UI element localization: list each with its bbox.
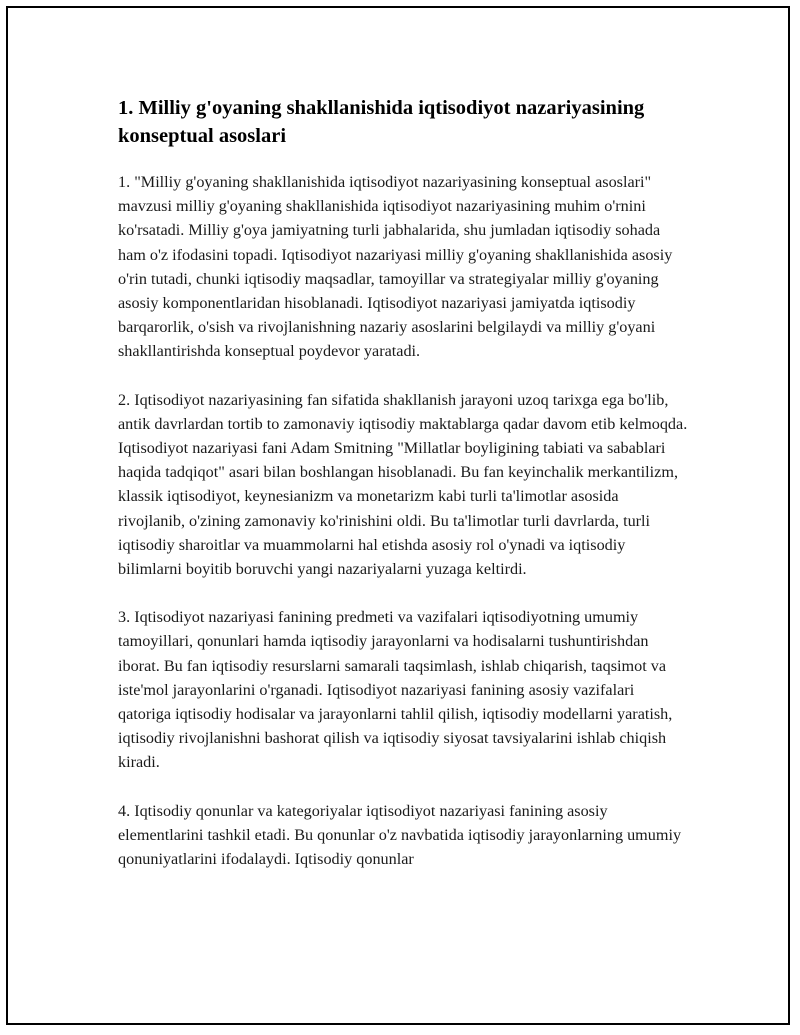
paragraph-2: 2. Iqtisodiyot nazariyasining fan sifatida shakllanish jarayoni uzoq tarixga ega bo'lib, antik davrlardan tortib to zamonaviy iqtisodiy maktablarga qadar davom etib kelmoqda. Iqtisodiyot nazariyasi fani Adam Smitning "Millatlar boyligining tabiati va sabablari haqida tadqiqot" asari bilan boshlangan hisoblanadi. Bu fan keyinchalik merkantilizm, klassik iqtisodiyot, keynesianizm va monetarizm kabi turli ta'limotlar asosida rivojlanib, o'zining zamonaviy ko'rinishini oldi. Bu ta'limotlar turli davrlarda, turli iqtisodiy sharoitlar va muammolarni hal etishda asosiy rol o'ynadi va iqtisodiy bilimlarni boyitib boruvchi yangi nazariyalarni yuzaga keltirdi. — [118, 390, 688, 579]
section-heading: 1. Milliy g'oyaning shakllanishida iqtisodiyot nazariyasining konseptual asoslari — [118, 97, 645, 147]
document-body — [118, 94, 688, 895]
paragraph-3: 3. Iqtisodiyot nazariyasi fanining predmeti va vazifalari iqtisodiyotning umumiy tamoyillari, qonunlari hamda iqtisodiy jarayonlarni va hodisalarni tushuntirishdan iborat. Bu fan iqtisodiy resurslarni samarali taqsimlash, ishlab chiqarish, taqsimot va iste'mol jarayonlarini o'rganadi. Iqtisodiyot nazariyasi fanining asosiy vazifalari qatoriga iqtisodiy hodisalar va jarayonlarni tahlil qilish, iqtisodiy modellarni yaratish, iqtisodiy rivojlanishni bashorat qilish va iqtisodiy siyosat tavsiyalarini ishlab chiqish kiradi. — [118, 608, 673, 772]
paragraph-1: 1. "Milliy g'oyaning shakllanishida iqtisodiyot nazariyasining konseptual asoslari" mavzusi milliy g'oyaning shakllanishida iqtisodiyot nazariyasining muhim o'rnini ko'rsatadi. Milliy g'oya jamiyatning turli jabhalarida, shu jumladan iqtisodiy sohada ham o'z ifodasini topadi. Iqtisodiyot nazariyasi milliy g'oyaning shakllanishida asosiy o'rin tutadi, chunki iqtisodiy maqsadlar, tamoyillar va strategiyalar milliy g'oyaning asosiy komponentlaridan hisoblanadi. Iqtisodiyot nazariyasi jamiyatda iqtisodiy barqarorlik, o'sish va rivojlanishning nazariy asoslarini belgilaydi va milliy g'oyani shakllantirishda konseptual poydevor yaratadi. — [118, 173, 673, 361]
paragraph-4: 4. Iqtisodiy qonunlar va kategoriyalar iqtisodiyot nazariyasi fanining asosiy elementlarini tashkil etadi. Bu qonunlar o'z navbatida iqtisodiy jarayonlarning umumiy qonuniyatlarini ifodalaydi. Iqtisodiy qonunlar — [118, 801, 682, 869]
